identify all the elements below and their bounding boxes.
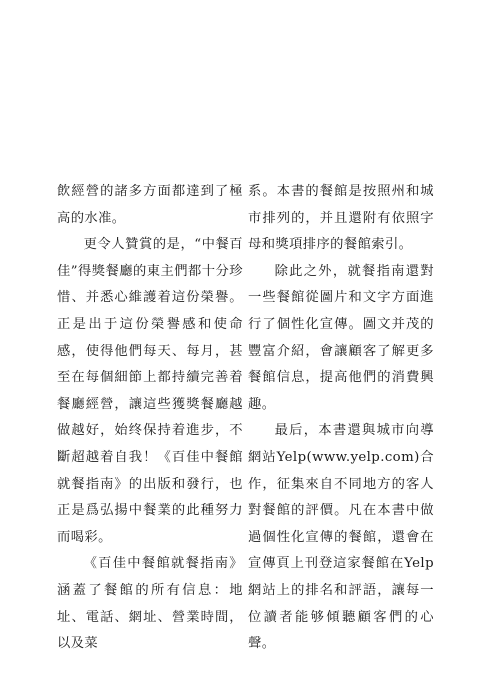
- right-text-column: [248, 179, 434, 658]
- paragraph-award-praise: 更令人贊賞的是，“中餐百佳”得獎餐廳的東主們都十分珍惜、并悉心維護着這份榮譽。正是出于這份榮譽感和使命感，使得他們每天、每月，甚至在每個細節上都持續完善着餐廳經營，讓這些獲獎餐廳越做越好，始终保持着進步，不斷超越着自我！《百佳中餐館就餐指南》的出版和發行，也正是爲弘揚中餐業的此種努力而喝彩。: [57, 237, 243, 545]
- left-text-column: [57, 179, 243, 658]
- paragraph-guide-contents: 《百佳中餐館就餐指南》涵蓋了餐館的所有信息：地址、電話、網址、營業時間，以及菜: [57, 556, 243, 652]
- paragraph-yelp-partnership: 最后，本書還與城市向導網站Yelp(www.yelp.com)合作，征集來自不同地方的客人對餐館的評價。凡在本書中做過個性化宣傳的餐館，還會在宣傳頁上刊登這家餐館在Yelp網站上的排名和評語，讓每一位讀者能够傾聽顧客們的心聲。: [248, 423, 434, 652]
- paragraph-promotion: 除此之外，就餐指南還對一些餐館從圖片和文字方面進行了個性化宣傳。圖文并茂的豐富介紹，會讓顧客了解更多餐館信息，提高他們的消費興趣。: [248, 263, 434, 412]
- paragraph-continuation: 系。本書的餐館是按照州和城市排列的，并且還附有依照字母和獎項排序的餐館索引。: [248, 184, 434, 253]
- paragraph-continuation: 飲經營的諸多方面都達到了極高的水准。: [57, 184, 243, 226]
